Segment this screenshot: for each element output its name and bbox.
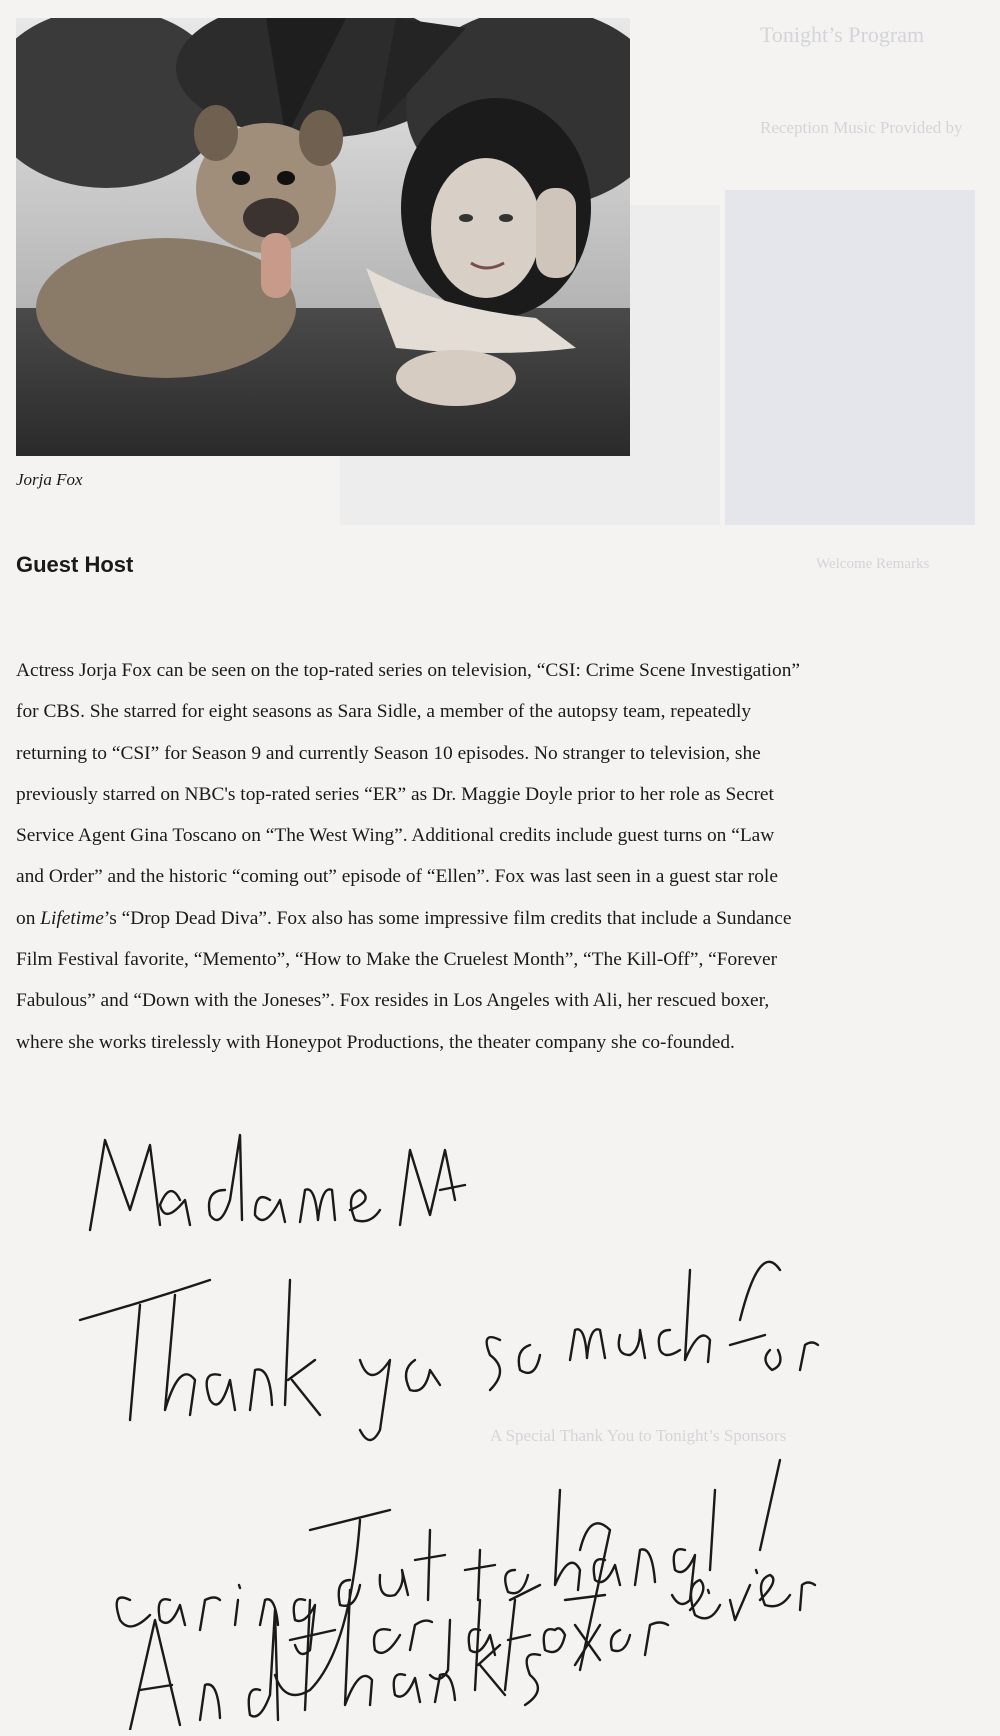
bio-line: Film Festival favorite, “Memento”, “How to Make the Cruelest Month”, “The Kill-Off”, “Forever [16, 949, 778, 971]
ghost-header: Tonight’s Program [760, 22, 925, 47]
portrait-photo [16, 18, 630, 456]
bio-text: on [16, 907, 41, 929]
network-name: Lifetime [40, 907, 104, 929]
photo-illustration [16, 18, 630, 456]
handwritten-autograph [60, 1130, 820, 1730]
bio-line: for CBS. She starred for eight seasons as Sara Sidle, a member of the autopsy team, repeatedly [16, 701, 752, 723]
bio-line: previously starred on NBC's top-rated series “ER” as Dr. Maggie Doyle prior to her role as Secret [16, 783, 774, 805]
bio-line [16, 898, 966, 939]
bio-line: and Order” and the historic “coming out” episode of “Ellen”. Fox was last seen in a guest star role [16, 866, 778, 888]
bio-line: Fabulous” and “Down with the Joneses”. Fox resides in Los Angeles with Ali, her rescued boxer, [16, 990, 770, 1012]
ghost-photo [725, 190, 975, 525]
bio-line: Service Agent Gina Toscano on “The West Wing”. Additional credits include guest turns on “Law [16, 825, 775, 847]
section-title: Guest Host [16, 552, 134, 577]
photo-caption: Jorja Fox [16, 470, 83, 489]
bio-line: returning to “CSI” for Season 9 and currently Season 10 episodes. No stranger to television, she [16, 742, 761, 764]
bio-line: Actress Jorja Fox can be seen on the top-rated series on television, “CSI: Crime Scene Investigation” [16, 660, 801, 681]
bio-paragraph [16, 650, 966, 1063]
ghost-line: Welcome Remarks [816, 556, 930, 572]
ghost-sub: Reception Music Provided by [760, 118, 963, 137]
bio-text: ’s “Drop Dead Diva”. Fox also has some impressive film credits that include a Sundance [103, 907, 792, 929]
ghost-line: A Special Thank You to Tonight’s Sponsors [490, 1426, 787, 1445]
bio-line: where she works tirelessly with Honeypot Productions, the theater company she co-founded. [16, 1031, 735, 1053]
